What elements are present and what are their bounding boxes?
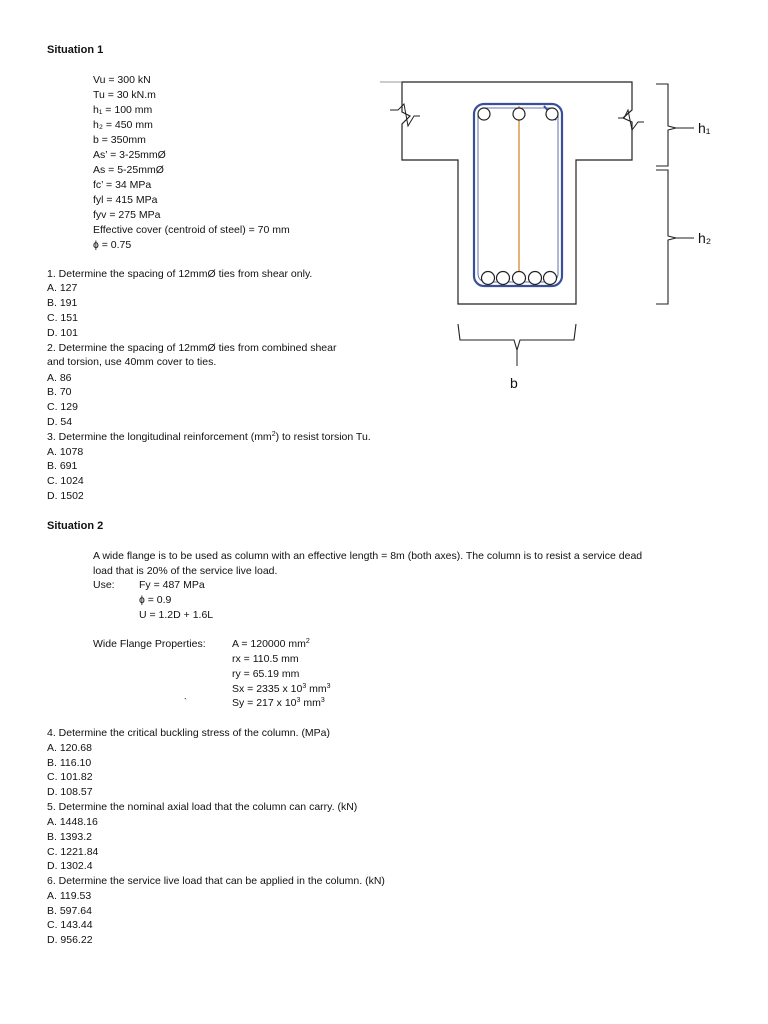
prop-sy-text: Sy = 217 x 10 <box>232 697 297 709</box>
given-h1: h₁ = 100 mm <box>93 104 153 116</box>
question-3-superscript: 2 <box>271 431 276 438</box>
question-3 <box>47 431 371 444</box>
q4-choice-d: D. 108.57 <box>47 786 93 798</box>
situation-2-intro-line-1: A wide flange is to be used as column with an effective length = 8m (both axes). The column is to resist a service dead <box>93 550 643 562</box>
given-vu: Vu = 300 kN <box>93 74 151 86</box>
prop-sx-unit-exp: 3 <box>326 683 331 690</box>
h2-brace <box>656 170 676 304</box>
q2-choice-c: C. 129 <box>47 401 78 413</box>
q1-choice-a: A. 127 <box>47 282 78 294</box>
given-fc: fc’ = 34 MPa <box>93 179 152 191</box>
prop-sy-unit: mm <box>300 697 321 709</box>
q4-choice-a: A. 120.68 <box>47 742 92 754</box>
prop-area-sup: 2 <box>305 638 310 645</box>
top-bar-3 <box>546 108 558 120</box>
given-fyl: fyl = 415 MPa <box>93 194 158 206</box>
use-fy: Fy = 487 MPa <box>139 579 205 591</box>
q2-choice-d: D. 54 <box>47 416 73 428</box>
bottom-bar-4 <box>529 272 542 285</box>
given-b: b = 350mm <box>93 134 146 146</box>
prop-sy-unit-exp: 3 <box>320 697 325 704</box>
prop-sx-unit: mm <box>306 683 327 695</box>
question-1: 1. Determine the spacing of 12mmØ ties from shear only. <box>47 268 313 280</box>
given-effective-cover: Effective cover (centroid of steel) = 70 mm <box>93 224 290 236</box>
q6-choice-a: A. 119.53 <box>47 890 92 902</box>
given-fyv: fyv = 275 MPa <box>93 209 161 221</box>
q2-choice-b: B. 70 <box>47 386 72 398</box>
use-phi: ɸ = 0.9 <box>139 594 172 606</box>
situation-2-intro-line-2: load that is 20% of the service live load. <box>93 565 278 577</box>
use-load-combination: U = 1.2D + 1.6L <box>139 609 214 621</box>
question-2-line-2: and torsion, use 40mm cover to ties. <box>47 356 217 368</box>
given-h2: h₂ = 450 mm <box>93 119 153 131</box>
q5-choice-a: A. 1448.16 <box>47 816 98 828</box>
h1-brace <box>656 84 676 166</box>
left-break-line <box>390 104 420 126</box>
q6-choice-d: D. 956.22 <box>47 934 93 946</box>
q1-choice-b: B. 191 <box>47 297 78 309</box>
stirrup-tie-inner <box>478 108 558 282</box>
prop-rx: rx = 110.5 mm <box>232 653 299 665</box>
question-3-text-before: 3. Determine the longitudinal reinforcement (mm <box>47 431 272 443</box>
q5-choice-b: B. 1393.2 <box>47 831 92 843</box>
q5-choice-d: D. 1302.4 <box>47 860 93 872</box>
t-beam-section-diagram <box>380 70 740 400</box>
stray-mark: ` <box>184 697 187 707</box>
prop-area-text: A = 120000 mm <box>232 638 306 650</box>
q3-choice-c: C. 1024 <box>47 475 84 487</box>
q4-choice-c: C. 101.82 <box>47 771 93 783</box>
q4-choice-b: B. 116.10 <box>47 757 92 769</box>
bottom-bar-2 <box>497 272 510 285</box>
bottom-bar-1 <box>482 272 495 285</box>
given-tu: Tu = 30 kN.m <box>93 89 156 101</box>
q3-choice-a: A. 1078 <box>47 446 84 458</box>
situation-2-heading: Situation 2 <box>47 520 104 532</box>
q3-choice-b: B. 691 <box>47 460 78 472</box>
right-break-line <box>618 110 644 130</box>
prop-sx-text: Sx = 2335 x 10 <box>232 683 303 695</box>
q1-choice-d: D. 101 <box>47 327 78 339</box>
given-as: As = 5-25mmØ <box>93 164 164 176</box>
question-5: 5. Determine the nominal axial load that the column can carry. (kN) <box>47 801 358 813</box>
question-3-text-after: ) to resist torsion Tu. <box>275 431 371 443</box>
given-phi: ɸ = 0.75 <box>93 239 132 251</box>
stirrup-tie <box>474 104 562 286</box>
prop-sy-exp: 3 <box>296 697 301 704</box>
wide-flange-properties-label: Wide Flange Properties: <box>93 638 206 650</box>
situation-1-heading: Situation 1 <box>47 44 104 56</box>
q3-choice-d: D. 1502 <box>47 490 84 502</box>
q1-choice-c: C. 151 <box>47 312 78 324</box>
q6-choice-b: B. 597.64 <box>47 905 92 917</box>
prop-ry: ry = 65.19 mm <box>232 668 300 680</box>
use-label: Use: <box>93 579 115 591</box>
bottom-bar-3 <box>513 272 526 285</box>
q6-choice-c: C. 143.44 <box>47 919 93 931</box>
question-4: 4. Determine the critical buckling stress of the column. (MPa) <box>47 727 331 739</box>
label-b: b <box>510 375 518 391</box>
b-brace <box>458 324 576 350</box>
question-6: 6. Determine the service live load that can be applied in the column. (kN) <box>47 875 385 887</box>
given-as-prime: As’ = 3-25mmØ <box>93 149 166 161</box>
label-h2: h₂ <box>698 230 712 246</box>
q2-choice-a: A. 86 <box>47 372 72 384</box>
question-2-line-1: 2. Determine the spacing of 12mmØ ties from combined shear <box>47 342 337 354</box>
top-bar-2 <box>513 108 525 120</box>
q5-choice-c: C. 1221.84 <box>47 846 99 858</box>
prop-area <box>232 638 310 651</box>
bottom-bar-5 <box>544 272 557 285</box>
label-h1: h₁ <box>698 120 711 136</box>
prop-sx <box>232 683 331 696</box>
top-bar-1 <box>478 108 490 120</box>
prop-sx-exp: 3 <box>302 683 307 690</box>
prop-sy <box>232 697 325 710</box>
